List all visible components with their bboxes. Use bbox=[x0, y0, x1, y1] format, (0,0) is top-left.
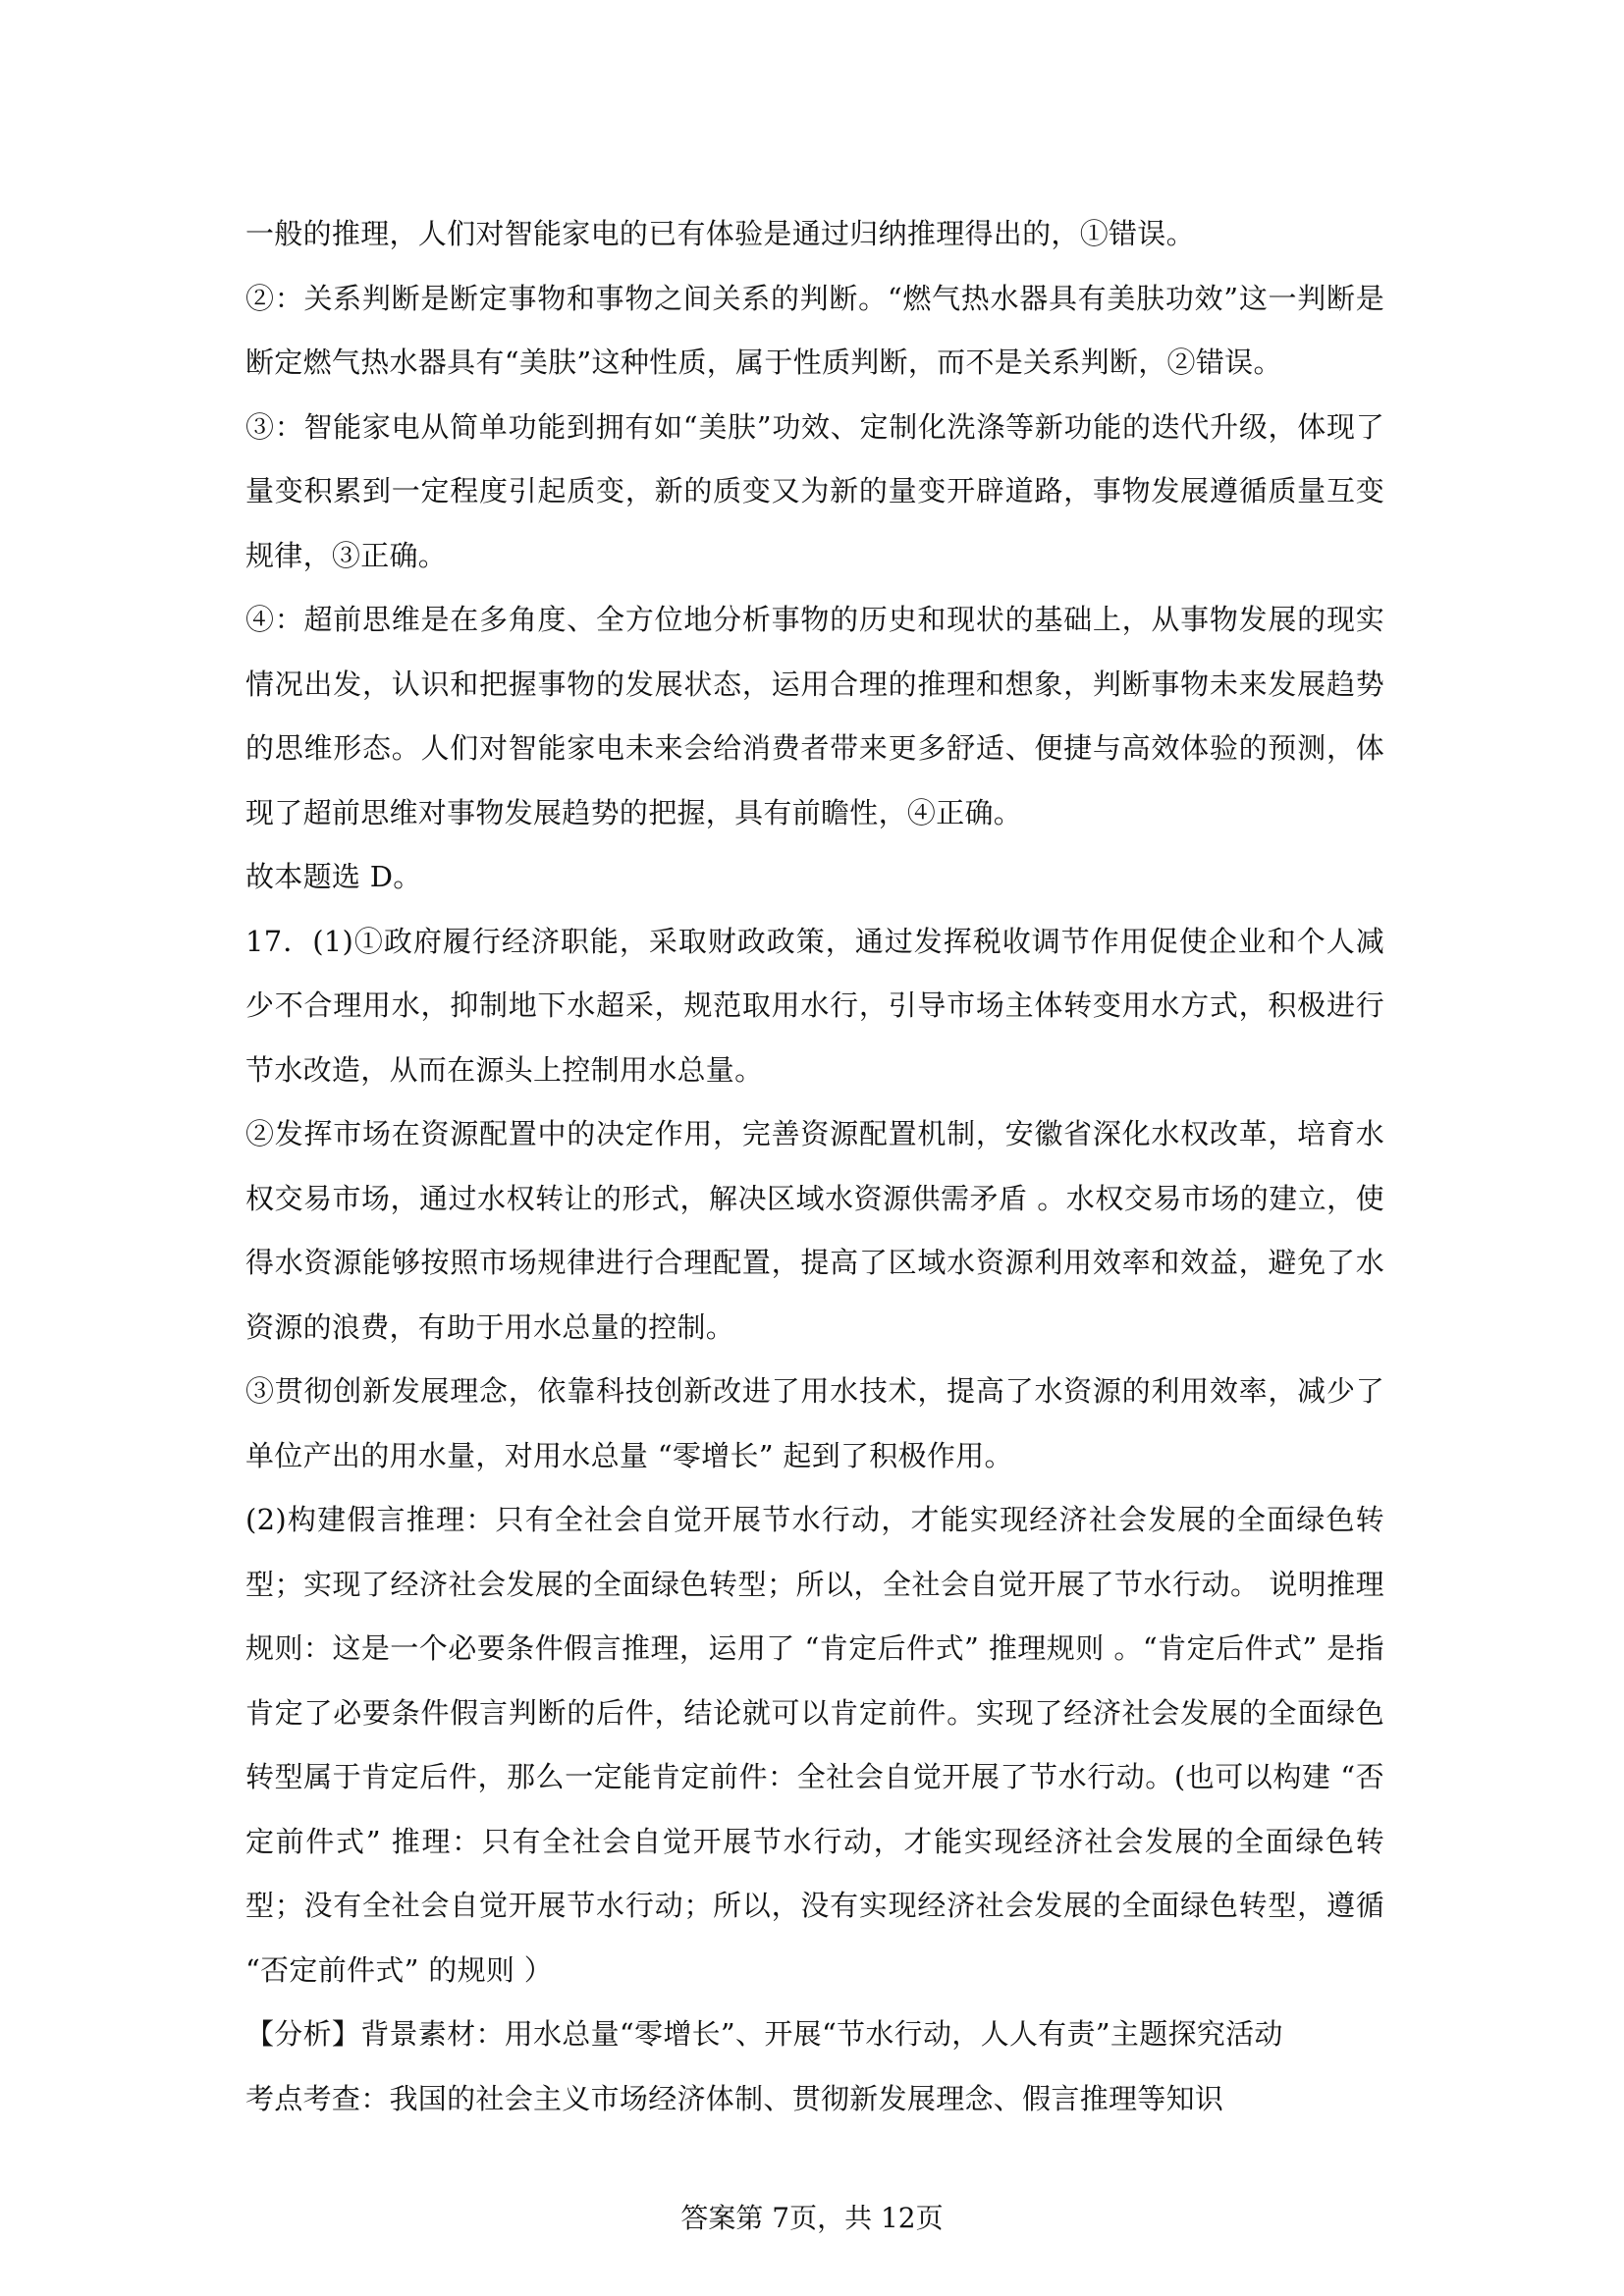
paragraph-q17-part1-point2: ②发挥市场在资源配置中的决定作用，完善资源配置机制，安徽省深化水权改革，培育水权交易市场，通过水权转让的形式，解决区域水资源供需矛盾 。水权交易市场的建立，使得水资源能够按照市场规律进行合理配置，提高了区域水资源利用效率和效益，避免了水资源的浪费，有助于用水总量的控制。 bbox=[245, 1117, 1384, 1344]
paragraph-option-2: ②：关系判断是断定事物和事物之间关系的判断。“燃气热水器具有美肤功效”这一判断是断定燃气热水器具有“美肤”这种性质，属于性质判断，而不是关系判断，②错误。 bbox=[245, 281, 1384, 379]
paragraph-analysis-topics: 考点考查：我国的社会主义市场经济体制、贯彻新发展理念、假言推理等知识 bbox=[245, 2081, 1224, 2115]
paragraph-q17-part1-point1: 17．(1)①政府履行经济职能，采取财政政策，通过发挥税收调节作用促使企业和个人减少不合理用水，抑制地下水超采，规范取用水行，引导市场主体转变用水方式，积极进行节水改造，从而在源头上控制用水总量。 bbox=[245, 924, 1384, 1087]
paragraph-q17-part2: (2)构建假言推理：只有全社会自觉开展节水行动，才能实现经济社会发展的全面绿色转型；实现了经济社会发展的全面绿色转型；所以，全社会自觉开展了节水行动。 说明推理规则：这是一个必要条件假言推理，运用了 “肯定后件式” 推理规则 。“肯定后件式” 是指肯定了必要条件假言判断的后件，结论就可以肯定前件。实现了经济社会发展的全面绿色转型属于肯定后件，那么一定能肯定前件：全社会自觉开展了节水行动。(也可以构建 “否定前件式” 推理：只有全社会自觉开展节水行动，才能实现经济社会发展的全面绿色转型；没有全社会自觉开展节水行动；所以，没有实现经济社会发展的全面绿色转型，遵循 “否定前件式” 的规则 ） bbox=[245, 1503, 1384, 1987]
page-footer: 答案第 7页，共 12页 bbox=[680, 2202, 944, 2234]
paragraph-inference-conclusion: 一般的推理，人们对智能家电的已有体验是通过归纳推理得出的，①错误。 bbox=[245, 217, 1195, 250]
paragraph-option-3: ③：智能家电从简单功能到拥有如“美肤”功效、定制化洗涤等新功能的迭代升级，体现了量变积累到一定程度引起质变，新的质变又为新的量变开辟道路，事物发展遵循质量互变规律，③正确。 bbox=[245, 409, 1384, 572]
paragraph-answer-choice: 故本题选 D。 bbox=[245, 860, 422, 893]
paragraph-option-4: ④：超前思维是在多角度、全方位地分析事物的历史和现状的基础上，从事物发展的现实情况出发，认识和把握事物的发展状态，运用合理的推理和想象，判断事物未来发展趋势的思维形态。人们对智能家电未来会给消费者带来更多舒适、便捷与高效体验的预测，体现了超前思维对事物发展趋势的把握，具有前瞻性，④正确。 bbox=[245, 603, 1384, 829]
document-body bbox=[245, 202, 1384, 2131]
paragraph-analysis-background: 【分析】背景素材：用水总量“零增长”、开展“节水行动，人人有责”主题探究活动 bbox=[245, 2017, 1283, 2051]
paragraph-q17-part1-point3: ③贯彻创新发展理念，依靠科技创新改进了用水技术，提高了水资源的利用效率，减少了单位产出的用水量，对用水总量 “零增长” 起到了积极作用。 bbox=[245, 1374, 1384, 1472]
